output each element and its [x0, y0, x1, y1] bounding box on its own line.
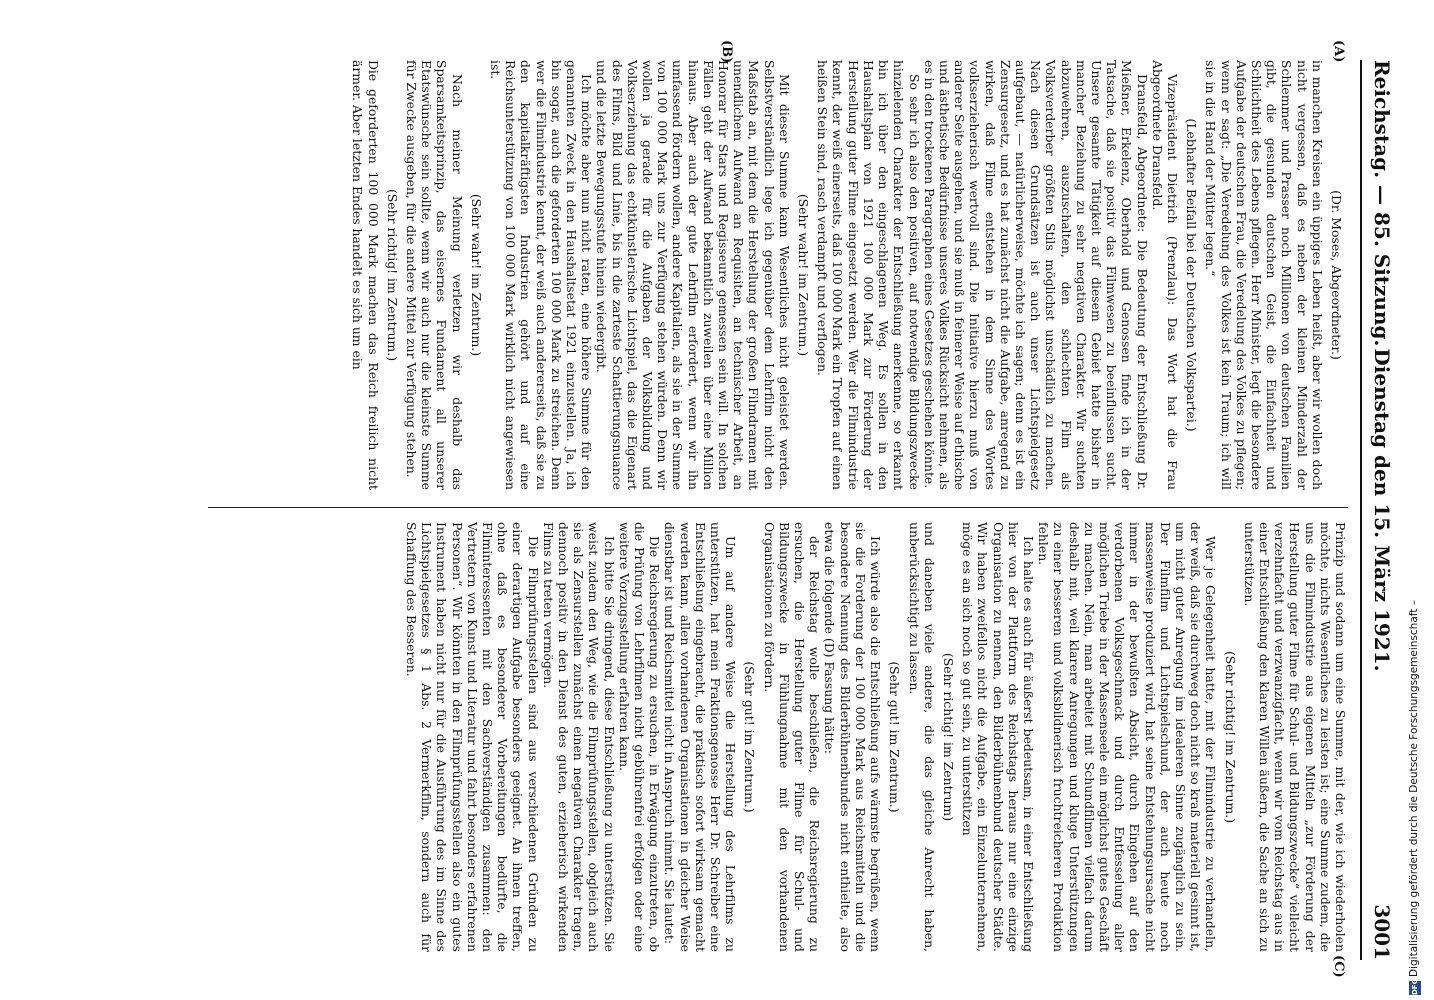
- quoted-motion: Die Reichsregierung zu ersuchen, in Erwägung einzutreten, ob die Prüfung von Lehrfilmen nicht gebührenfrei erfolgen oder eine weitere Vorzugsstellung erfahren kann.: [616, 522, 663, 952]
- applause-note: (Sehr richtig! im Zentrum): [940, 652, 956, 822]
- margin-mark-c: (C): [1331, 955, 1346, 978]
- paragraph: Ich möchte aber nun nicht raten, eine höhere Summe für den genannten Zweck in den Haushaltsetat 1921 einzustellen. Ja, ich bin sogar, auch die geforderten 100 000 Mark zu streichen. Denn wer die Filmindustrie kennt, der weiß auch andererseits, daß sie zu den kapitalkräftigsten Industrien gehört und auf eine Reichsunterstützung von 100 000 Mark wirklich nicht angewiesen ist.: [488, 60, 595, 490]
- left-column: [168, 60, 1348, 490]
- margin-mark-a: (A): [1331, 40, 1346, 63]
- applause-note: (Sehr wahr! im Zentrum.): [468, 193, 484, 357]
- paragraph: Mit dieser Summe kann Wesentliches nicht geleistet werden. Selbstverständlich lege ich gegenüber dem Lehrfilm nicht den Maßstab an, mit dem die Herstellung der großen Filmdramen mit unendlichem Aufwand an Requisiten, an technischer Arbeit, an Honorar für Stars und Regisseure gemessen sein will. In solchen Fällen geht der Aufwand bekanntlich zuweilen über eine Million hinaus. Aber auch der gute Lehrfilm erfordert, wenn wir ihn umfassend fördern wollen, andere Kapitalien, als sie in der Summe von 100 000 Mark uns zur Verfügung stehen würden. Denn wir wollen ja gerade für die Aufgaben der Volksbildung und Volkserziehung das echtkünstlerische Lichtspiel, das die Eigenart des Films, Bild und Linie, bis in die zarteste Schattierungsnuance und die letzte Bewegungsstufe hinein wiedergibt.: [594, 60, 792, 490]
- paragraph: So sehr ich also den positiven, auf notwendige Bildungszwecke hinzielenden Charakter der Entschließung anerkenne, so erkannt bin ich über den eingeschlagenen Weg. Es sollen in den Haushaltsplan von 1921 100 000 Mark zur Förderung der Herstellung guter Filme eingesetzt werden. Wer die Filmindustrie kennt, der weiß einerseits, daß 100 000 Mark ein Tropfen auf einen heißen Stein sind, rasch verdampft und verflogen.: [815, 60, 922, 490]
- page-number: 3001: [1370, 904, 1394, 960]
- speaker-note: (Dr. Moses, Abgeordneter.): [1329, 190, 1344, 360]
- applause-note: (Lebhafter Beifall bei der Deutschen Volkspartei.): [1184, 118, 1200, 432]
- applause-note: (Sehr wahr! im Zentrum.): [796, 193, 812, 357]
- paragraph: Ich würde also die Entschließung aufs wärmste begrüßen, wenn sie die Forderung der 100 000 Mark aus Reichsmitteln und die besondere Nennung des Bilderbühnenbundes nicht enthielte, also etwa die folgende (D) Fassung hätte:: [822, 522, 884, 952]
- paragraph: Ich halte es auch für äußerst bedeutsam, in einer Entschließung hier von der Plattform des Reichstags heraus nur eine einzige Organisation zu nennen, den Bilderbühnenbund deutscher Städte. Wir haben zweifellos nicht die Aufgabe, ein Einzelunternehmen, möge es an sich noch so gut sein, zu unterstützen: [960, 522, 1036, 952]
- paragraph: Dransfeld, Abgeordnete: Die Bedeutung der Entschließung Dr. Mießner, Erkelenz, Oberhold und Genossen finde ich in der Tatsache, daß sie positiv das Filmwesen zu beeinflussen sucht. Unsere gesamte Tätigkeit auf diesem Gebiet hatte bisher in mancher Beziehung zu sehr negativen Charakter. Wir suchten abzuwehren, auszuschalten, den schlechten Film als Volksverderber größten Stils möglichst unschädlich zu machen. Nach diesen Grundsätzen ist auch unser Lichtspielgesetz aufgebaut, — natürlicherweise, möchte ich sagen; denn es ist ein Zensurgesetz, und es hat zunächst nicht die Aufgabe, anregend zu wirken, daß Filme entstehen in dem Sinne des Wortes volkserzieherisch wertvoll sind. Die Initiative hierzu muß von anderer Seite ausgehen, und sie muß in feinerer Weise auf ethische und ästhetische Bedürfnisse unseres Volkes Rücksicht nehmen, als es in den trockenen Paragraphen eines Gesetzes geschehen könnte.: [921, 60, 1150, 490]
- paragraph: in manchen Kreisen ein üppiges Leben heißt, aber wir wollen doch nicht vergessen, daß es neben der kleinen Minderzahl der Schlemmer und Prasser noch Millionen von deutschen Familien gibt, die gesunden deutschen Geist, die Einfachheit und Schlichtheit des Lebens pflegen. Herr Minister, legt die besondere Aufgabe der deutschen Frau, die Veredelung des Volkes zu pflegen; wenn er sagt: „Die Veredelung des Volkes ist kein Traum; ich will sie in die Hand der Mütter legen.“: [1203, 60, 1325, 490]
- paragraph: Ich bitte Sie dringend, diese Entschließung zu unterstützen. Sie weist zudem den Weg, wie die Filmprüfungsstellen, obgleich auch sie als Zensurstellen zunächst einen negativen Charakter tragen, dennoch positiv in den Dienst des guten, erzieherisch wirkenden Films zu treten vermögen.: [540, 522, 617, 952]
- applause-note: (Sehr richtig! im Zentrum.): [1222, 650, 1238, 824]
- paragraph: Nach meiner Meinung verletzen wir deshalb das Sparsamkeitsprinzip, das eisernes Fundament all unserer Etatswünsche sein sollte, wenn wir auch nur die kleinste Summe für Zwecke ausgeben, für die andere Mittel zur Verfügung stehen.: [404, 60, 465, 490]
- paragraph: und daneben viele andere, die das gleiche Anrecht haben, unberücksichtigt zu lassen.: [906, 522, 937, 952]
- paragraph: Prinzip und sodann um eine Summe, mit der, wie ich wiederholen möchte, nichts Wesentliches zu leisten ist; eine Summe zudem, die uns die Filmindustrie aus eigenen Mitteln „zur Förderung der Herstellung guter Filme für Schul- und Bildungszwecke“ vielleicht verzehnfacht und verzwanzigfacht, wenn wir vom Reichstag aus in einer Entschließung den klaren Willen äußern, die Sache an sich zu unterstützen.: [1241, 522, 1348, 952]
- header-date: Dienstag den 15. März 1921.: [1370, 348, 1394, 672]
- paragraph: Vizepräsident Dietrich (Prenzlau): Das Wort hat die Frau Abgeordnete Dransfeld.: [1149, 60, 1180, 490]
- paragraph: Die geforderten 100 000 Mark machen das Reich freilich nicht ärmer. Aber letzten Endes handelt es sich um ein: [350, 60, 381, 490]
- applause-note: (Sehr gut! im Zentrum.): [887, 661, 903, 813]
- page-header: [1360, 60, 1400, 960]
- margin-mark-b: (B): [719, 40, 734, 64]
- digitization-credit: [1408, 600, 1434, 995]
- column-divider: [208, 507, 1348, 508]
- header-session: Reichstag. — 85. Sitzung.: [1370, 60, 1394, 347]
- applause-note: (Sehr richtig! im Zentrum.): [384, 188, 400, 362]
- applause-note: (Sehr gut! im Zentrum.): [742, 661, 758, 813]
- right-column: [168, 522, 1348, 952]
- dfg-logo: DFG: [1411, 978, 1419, 995]
- paragraph: Um auf andere Weise die Herstellung des Lehrfilms zu unterstützen, hat mein Fraktionsgenosse Herr Dr. Schreiber eine Entschließung eingebracht, die praktisch sofort wirksam gemacht werden kann, allen vorhandenen Organisationen in gleicher Weise dienstbar ist und Reichsmittel nicht in Anspruch nimmt. Sie lautet:: [662, 522, 739, 952]
- credit-text: Digitalisierung gefördert durch die Deutsche Forschungsgemeinschaft –: [1408, 600, 1420, 977]
- quoted-motion: der Reichstag wolle beschließen, die Reichsregierung zu ersuchen, die Herstellung guter Filme für Schul- und Bildungszwecke in Fühlungnahme mit den vorhandenen Organisationen zu fördern.: [761, 522, 823, 952]
- paragraph: Wer je Gelegenheit hatte, mit der Filmindustrie zu verhandeln, der weiß, daß sie durchweg doch nicht so kraß materiell gesinnt ist, um nicht guter Anregung im idealeren Sinne zugänglich zu sein. Der Filmfilm und Lichtspielschund, der auch heute noch massenweise produziert wird, hat seine Entstehungsursache nicht immer in der bewußten Absicht, durch Eingehen auf den verdorbenen Volksgeschmack und durch Entfesselung aller möglichen Triebe in der Massenseele ein möglichst gutes Geschäft zu machen. Nein, man arbeitet mit Schundfilmen vielfach darum deshalb mit, weil klarere Anregungen und kluge Unterstützungen zu einer besseren und volksbildnerisch fruchtreicheren Produktion fehlen.: [1036, 522, 1219, 952]
- paragraph: Die Filmprüfungsstellen sind aus verschiedenen Gründen zu einer derartigen Aufgabe besonders geeignet. An ihnen treffen, ohne daß es besonderer Vorbereitungen bedürfte, die Filminteressenten mit den Sachverständigen zusammen: den Vertretern von Kunst und Literatur und fahrt besonders erfahrenen Personen“. Wir könnten in den Filmprüfungsstellen also ein gutes Instrument haben nicht nur für die Ausführung des im Sinne des Lichtspielgesetzes § 1 Abs. 2 Vermerkfilm, sondern auch für Schaffung des Besseren.: [404, 522, 541, 952]
